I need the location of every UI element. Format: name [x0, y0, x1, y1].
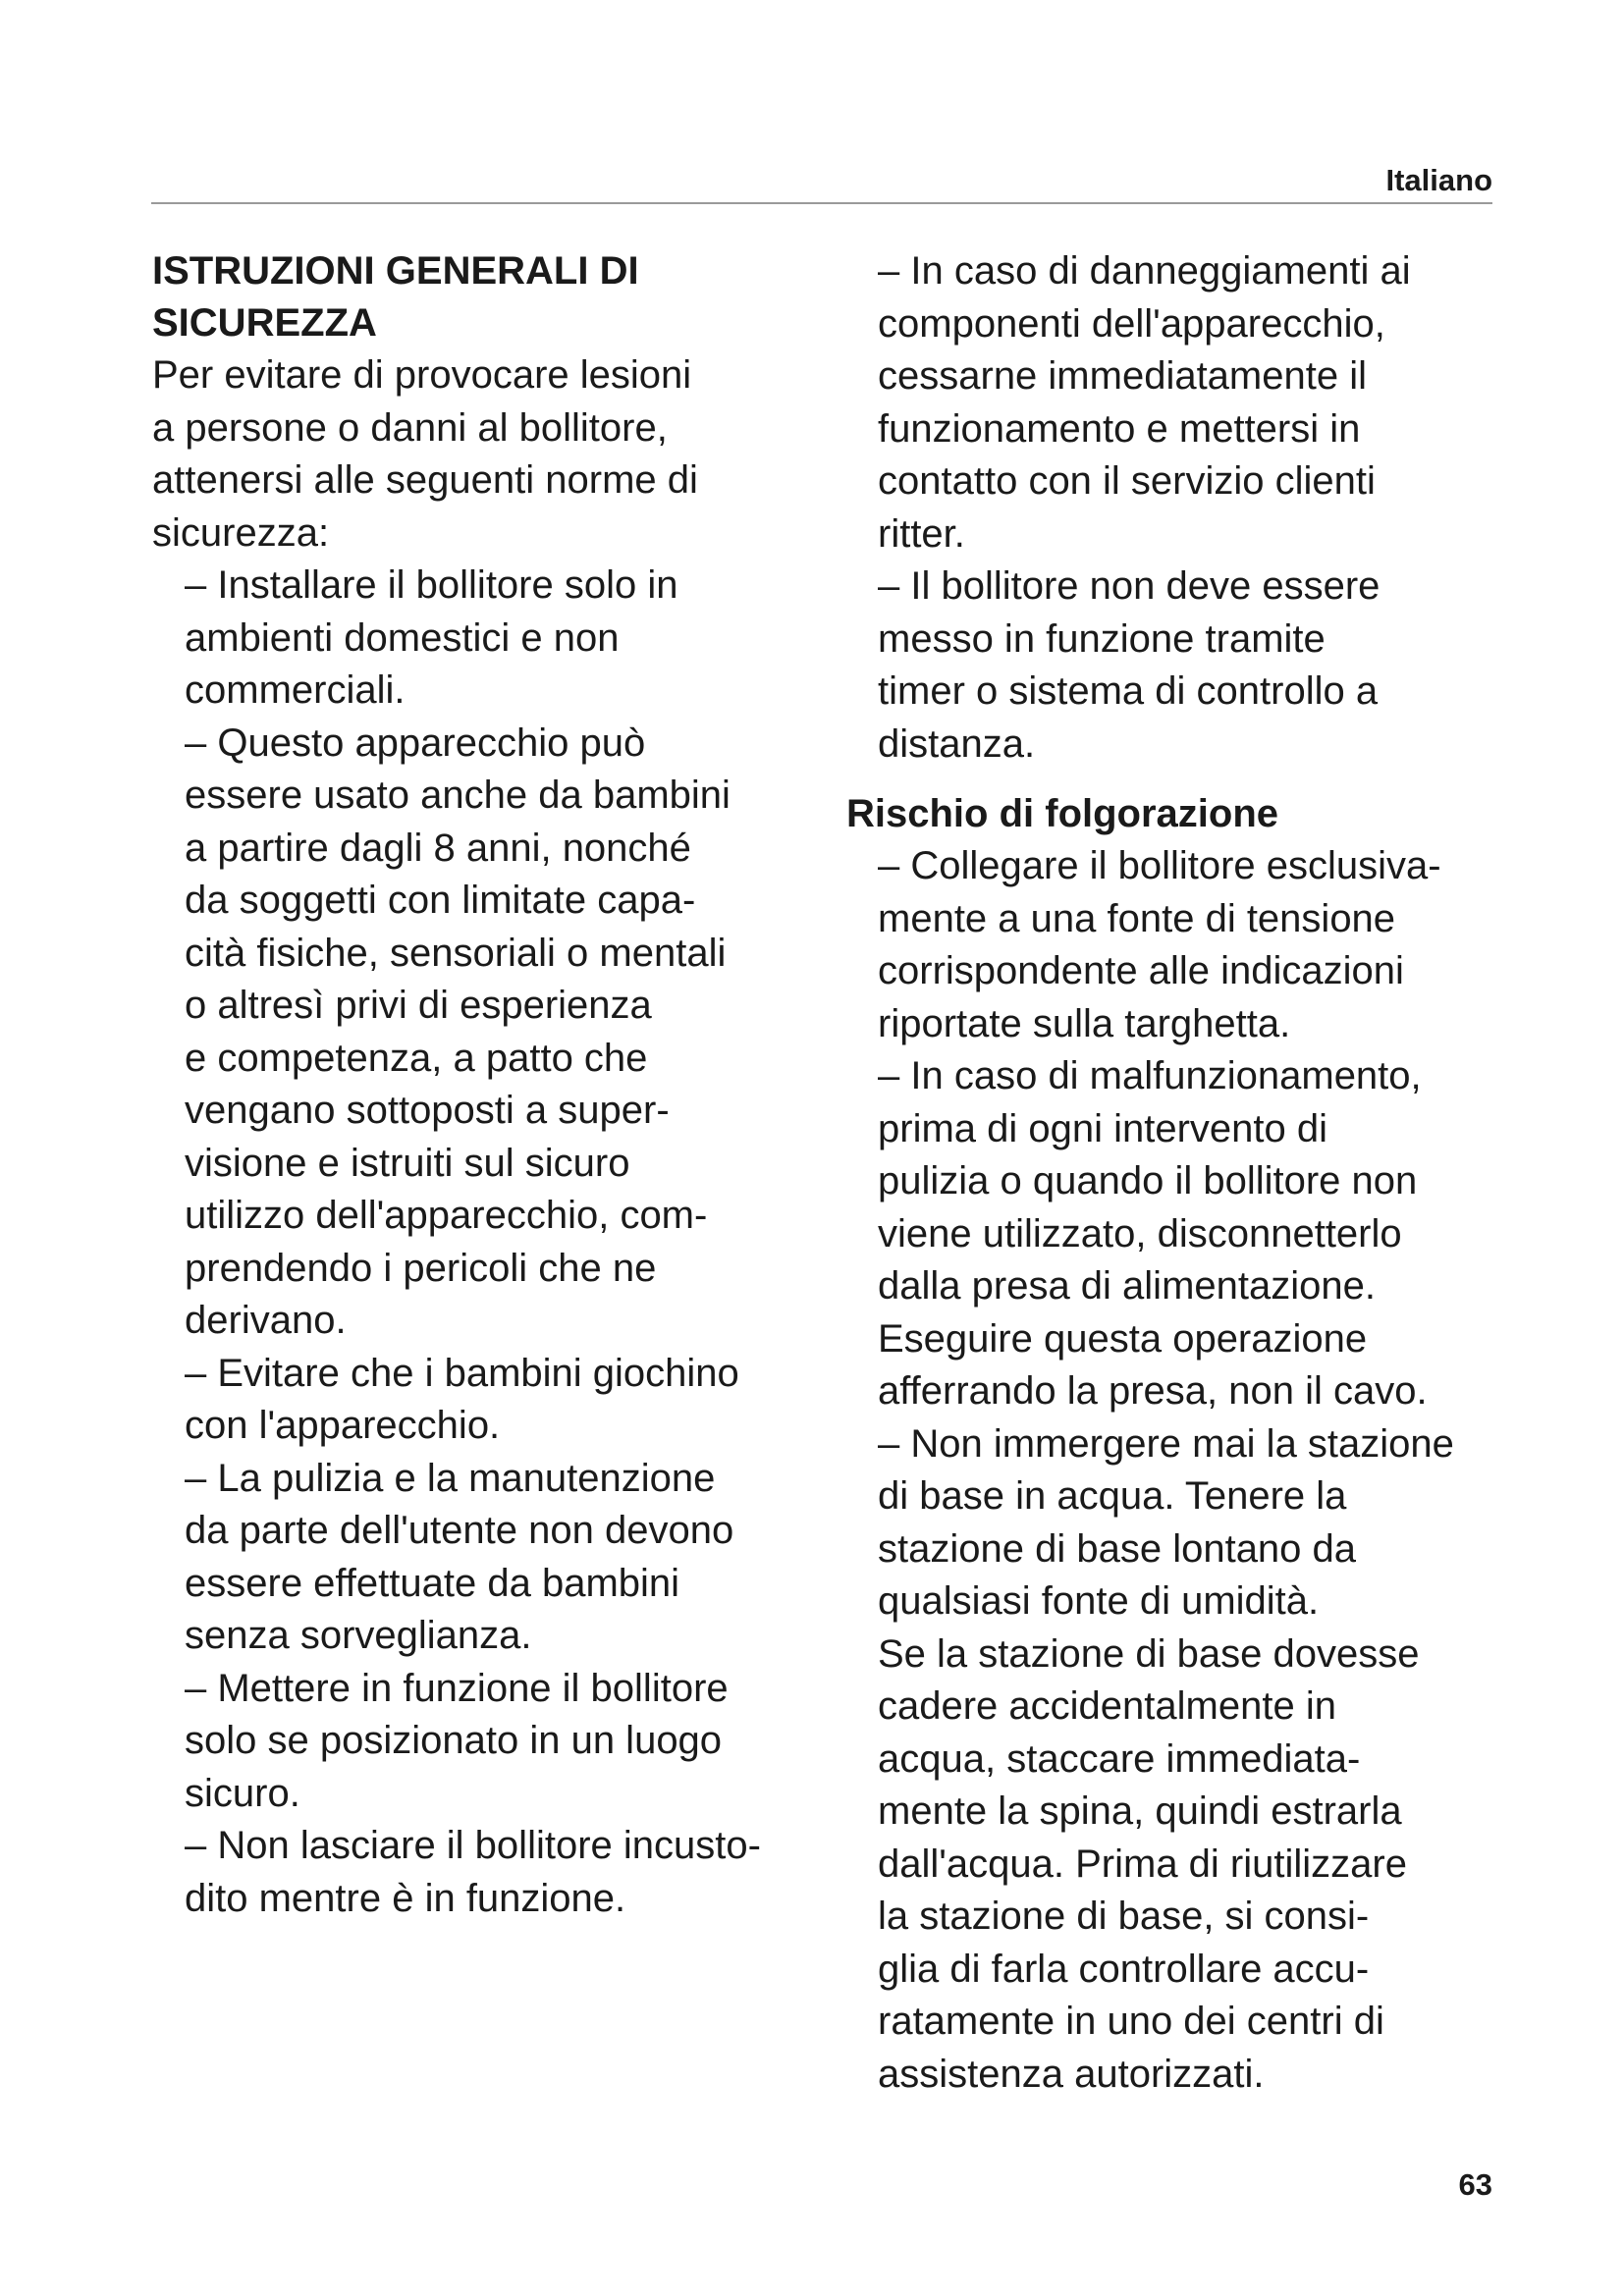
list-item: – Evitare che i bambini giochino con l'apparecchio. [185, 1351, 739, 1447]
safety-list-right-top [846, 245, 1553, 771]
left-column [152, 245, 859, 1925]
list-item: – Il bollitore non deve essere messo in funzione tramite timer o sistema di controllo a distanza. [878, 564, 1380, 766]
list-item: – Collegare il bollitore esclusiva- mente a una fonte di tensione corrispondente alle indicazioni riportate sulla targhetta. [878, 844, 1441, 1045]
intro-paragraph: Per evitare di provocare lesioni a persone o danni al bollitore, attenersi alle seguenti norme di sicurezza: [152, 353, 698, 555]
list-item: – In caso di malfunzionamento, prima di ogni intervento di pulizia o quando il bollitore non viene utilizzato, disconnetterlo dalla presa di alimentazione. Eseguire questa operazione afferrando la presa, non il cavo. [878, 1054, 1428, 1413]
list-item: – Non lasciare il bollitore incusto- dito mentre è in funzione. [185, 1824, 761, 1920]
list-item: – Questo apparecchio può essere usato anche da bambini a partire dagli 8 anni, nonché da soggetti con limitate capa- cità fisiche, sensoriali o mentali o altresì privi di esperienza e competenza, a patto che vengano sottoposti a super- visione e istruiti sul sicuro utilizzo dell'apparecchio, com- prendendo i pericoli che ne derivano. [185, 721, 731, 1342]
list-item: – In caso di danneggiamenti ai componenti dell'apparecchio, cessarne immediatamente il funzionamento e mettersi in contatto con il servizio clienti ritter. [878, 249, 1411, 556]
subsection-title: Rischio di folgorazione [846, 792, 1279, 835]
section-title: ISTRUZIONI GENERALI DI SICUREZZA [152, 249, 639, 345]
header-divider [151, 202, 1492, 204]
safety-list-left [152, 560, 859, 1925]
page-number: 63 [1458, 2167, 1492, 2202]
list-item: – La pulizia e la manutenzione da parte dell'utente non devono essere effettuate da bambini senza sorveglianza. [185, 1456, 734, 1657]
header-language: Italiano [1385, 163, 1492, 197]
safety-list-right-bottom [846, 840, 1553, 2101]
list-item: – Installare il bollitore solo in ambienti domestici e non commerciali. [185, 563, 678, 712]
list-item: – Mettere in funzione il bollitore solo se posizionato in un luogo sicuro. [185, 1666, 729, 1815]
list-item: – Non immergere mai la stazione di base in acqua. Tenere la stazione di base lontano da qualsiasi fonte di umidità. Se la stazione di base dovesse cadere accidentalmente in acqua, staccare immediata- mente la spina, quindi estrarla dall'acqua. Prima di riutilizzare la stazione di base, si consi- glia di farla controllare accu- ratamente in uno dei centri di assistenza autorizzati. [878, 1421, 1454, 2096]
right-column [846, 245, 1553, 2101]
